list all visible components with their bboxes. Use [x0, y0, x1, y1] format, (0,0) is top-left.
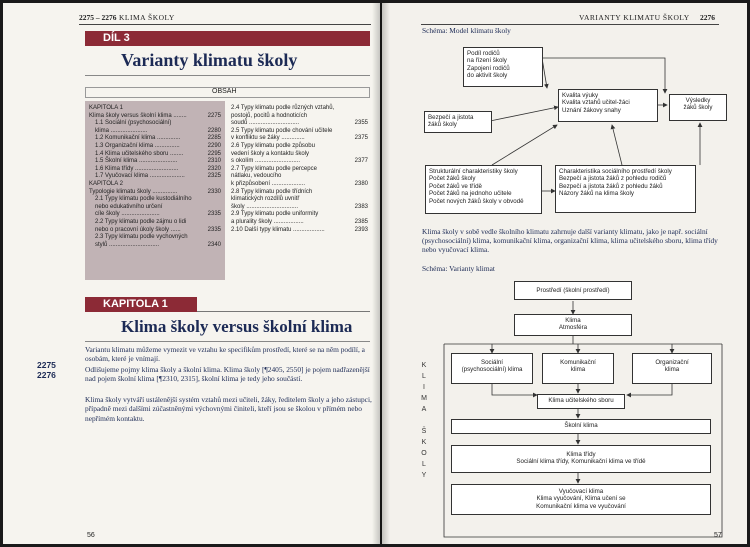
toc-entry	[231, 189, 368, 197]
chapter-title: Klima školy versus školní klima	[121, 317, 353, 336]
vertical-letter: Š	[421, 428, 427, 435]
arrow	[492, 125, 557, 165]
part-label-bar	[85, 31, 370, 46]
vertical-letter: L	[422, 461, 426, 468]
toc-entry-page: 2385	[354, 218, 368, 225]
paragraph: Odlišujeme pojmy klima školy a školní klima. Klima školy [¶2405, 2550] je pojem nadřazenější nad pojem školní klima [¶2310, 2315], školní klima je tedy jeho součástí.	[85, 365, 370, 384]
toc-entry-page: 2340	[207, 241, 221, 248]
vertical-letter: K	[421, 439, 427, 446]
toc-entry	[89, 135, 221, 143]
margin-number: 2276	[37, 370, 56, 380]
box-text: Komunikační klima	[560, 359, 596, 374]
toc-entry-text: klimatických rozdílů uvnitř	[231, 196, 300, 203]
box-organizational-climate	[632, 353, 712, 384]
margin-numbers	[37, 360, 56, 380]
running-head-title: KLIMA ŠKOLY	[119, 13, 175, 22]
running-head-title: VARIANTY KLIMATU ŠKOLY	[579, 13, 690, 22]
toc-entry-page: 2285	[207, 135, 221, 142]
chapter-label-bar	[85, 297, 197, 312]
toc-entry	[89, 128, 221, 136]
vertical-letter: I	[423, 384, 425, 391]
toc-entry	[231, 219, 368, 227]
toc-entry-text: 2.10 Další typy klimatu ...................	[231, 226, 325, 233]
toc-entry-text: 2.8 Typy klimatu podle třídních	[231, 188, 313, 195]
divider	[85, 75, 370, 76]
toc-column-2	[229, 101, 370, 280]
toc-entry-text: KAPITOLA 1	[89, 105, 123, 111]
book-gutter	[372, 3, 390, 544]
toc-entry-text: postojů, pocitů a hodnoticích	[231, 112, 308, 119]
toc-entry	[231, 143, 368, 151]
vertical-letter: K	[421, 362, 427, 369]
box-social-env	[555, 165, 696, 213]
toc-entry	[231, 120, 368, 128]
toc-column-1	[85, 101, 225, 280]
toc-entry-text: 1.1 Sociální (psychosociální)	[95, 120, 172, 127]
toc-entry-text: v konfliktu se žáky ..............	[231, 135, 305, 142]
toc-entry-page: 2325	[207, 173, 221, 180]
toc-entry	[231, 181, 368, 189]
toc-entry-page: 2310	[207, 158, 221, 165]
box-text: Sociální (psychosociální) klima	[461, 359, 523, 374]
toc-entry-page: 2375	[354, 135, 368, 142]
toc-entry	[231, 158, 368, 166]
toc-entry-text: Klima školy versus školní klima ........	[89, 112, 187, 119]
toc-entry	[89, 166, 221, 174]
box-atmosphere	[514, 314, 632, 336]
toc-entry	[231, 105, 368, 113]
toc-entry	[89, 196, 221, 204]
box-text: Kvalita výuky Kvalita vztahů učitel-žáci Uznání žákovy snahy	[562, 92, 630, 114]
toc-entry-text: a plurality školy ..................	[231, 218, 304, 225]
toc-entry	[231, 196, 368, 204]
toc-entry-text: nebo o pracovní úkoly školy ......	[95, 226, 181, 233]
toc-entry	[89, 234, 221, 242]
box-environment	[514, 281, 632, 300]
toc-entry-text: 2.2 Typy klimatu podle zájmu o lidi	[95, 218, 187, 225]
box-text: Klima třídy Sociální klima třídy, Komunikační klima ve třídě	[516, 451, 646, 466]
toc-entry	[89, 181, 221, 189]
toc-entry	[231, 227, 368, 235]
toc-entry-text: 2.1 Typy klimatu podle kustodiálního	[95, 196, 192, 203]
toc-entry	[231, 166, 368, 174]
box-text: Podíl rodičů na řízení školy Zapojení rodičů do aktivit školy	[467, 50, 510, 80]
paragraph: Klima školy vytváří ustálenější systém vztahů mezi učiteli, žáky, ředitelem školy a jeho zástupci, případně mezi dalšími zúčastněnými výchovnými činiteli, kteří jsou se školou v přímém nebo nepřímém kontaktu.	[85, 395, 372, 423]
left-page	[3, 3, 380, 544]
vertical-letter: Y	[421, 472, 427, 479]
arrow	[627, 384, 672, 395]
toc-entry-page: 2275	[207, 112, 221, 119]
toc-entry-text: 2.3 Typy klimatu podle vychovných	[95, 234, 188, 241]
arrow	[612, 125, 622, 165]
toc-entry	[89, 242, 221, 250]
toc-entry-text: 1.4 Klima učitelského sboru ........	[95, 150, 184, 157]
box-text: Bezpečí a jistota žáků školy	[428, 114, 474, 129]
box-results	[669, 94, 727, 121]
toc-entry-text: Typologie klimatu školy ...............	[89, 188, 178, 195]
toc-entry-text: 1.3 Organizační klima ...............	[95, 142, 180, 149]
scheme-label: Schéma: Varianty klimat	[422, 264, 495, 273]
toc-entry	[89, 143, 221, 151]
toc-entry-page: 2320	[207, 165, 221, 172]
vertical-label-klima-skoly	[418, 360, 430, 481]
box-text: Klima Atmosféra	[558, 317, 588, 332]
arrow	[490, 107, 558, 121]
arrow	[542, 58, 665, 93]
toc-entry-page: 2355	[354, 120, 368, 127]
scheme-label: Schéma: Model klimatu školy	[422, 26, 511, 35]
toc-entry-text: s okolím ...........................	[231, 158, 301, 165]
box-social-climate	[451, 353, 533, 384]
toc-entry	[89, 189, 221, 197]
toc-entry-page: 2335	[207, 211, 221, 218]
toc-entry-page: 2377	[354, 158, 368, 165]
toc-heading: OBSAH	[212, 88, 237, 95]
toc-entry-text: klima ......................	[95, 127, 148, 134]
chapter-label: KAPITOLA 1	[103, 298, 168, 310]
box-parents	[463, 47, 543, 87]
toc-entry-text: nátlaku, vedoucího	[231, 173, 282, 180]
part-label: DÍL 3	[103, 32, 130, 44]
toc-entry-text: stylů ..............................	[95, 241, 160, 248]
box-safety	[424, 111, 492, 133]
paragraph: Variantu klimatu můžeme vymezit ve vztahu ke specifikům prostředí, které se na něm podílí, a osobám, které je vnímají.	[85, 345, 365, 364]
arrow	[492, 384, 537, 395]
toc-entry-text: cíle školy .......................	[95, 211, 160, 218]
box-teaching-climate	[451, 484, 711, 515]
toc-entry	[231, 128, 368, 136]
toc-entry	[89, 113, 221, 121]
toc-entry	[231, 204, 368, 212]
toc-entry	[231, 173, 368, 181]
divider	[85, 341, 370, 342]
vertical-letter: M	[421, 395, 427, 402]
box-text: Organizační klima	[655, 359, 689, 374]
toc-entry-text: 2.9 Typy klimatu podle uniformity	[231, 211, 319, 218]
toc-entry	[89, 105, 221, 113]
toc-entry-text: 1.2 Komunikační klima ..............	[95, 135, 181, 142]
box-staff-climate	[537, 394, 625, 409]
box-class-climate	[451, 445, 711, 473]
toc-entry	[89, 219, 221, 227]
toc-entry-text: 1.6 Klima třídy ..........................	[95, 165, 179, 172]
box-text: Školní klima	[564, 422, 598, 429]
toc-entry-text: 2.7 Typy klimatu podle percepce	[231, 165, 317, 172]
toc-entry-text: vedení školy a kontaktu školy	[231, 150, 310, 157]
paragraph: Klima školy v sobě vedle školního klimatu zahrnuje další varianty klimatu, jako je např. sociální (psychosociální) klima, komunikační klima, organizační klima, klima učitelského sboru, klima třídy nebo vyučovací klima.	[422, 227, 718, 255]
toc-entry-page: 2280	[207, 127, 221, 134]
toc-entry-page: 2335	[207, 226, 221, 233]
toc-entry-text: 1.7 Vyučovací klima .....................	[95, 173, 185, 180]
toc-entry-text: 2.4 Typy klimatu podle různých vztahů,	[231, 105, 335, 111]
toc-entry	[89, 211, 221, 219]
box-structural	[425, 165, 542, 214]
box-text: Výsledky žáků školy	[683, 97, 713, 112]
part-title: Varianty klimatu školy	[121, 50, 298, 70]
toc-entry-text: k přizpůsobení ....................	[231, 180, 306, 187]
toc-entry	[89, 204, 221, 212]
toc-entry-text: 1.5 Školní klima .......................	[95, 158, 178, 165]
toc-entry-page: 2393	[354, 226, 368, 233]
toc-entry	[231, 151, 368, 159]
vertical-letter: L	[422, 373, 426, 380]
table-of-contents	[85, 87, 370, 280]
page-number: 57	[714, 532, 722, 539]
toc-entry-page: 2295	[207, 150, 221, 157]
box-text: Charakteristika sociálního prostředí školy Bezpečí a jistota žáků z pohledu rodičů Bezpečí a jistota žáků z pohledu žáků Názory žáků na klima školy	[559, 168, 672, 198]
toc-heading-box	[85, 87, 370, 98]
vertical-letter: A	[421, 406, 427, 413]
box-communication-climate	[542, 353, 614, 384]
page-number: 56	[87, 532, 95, 539]
toc-entry	[231, 135, 368, 143]
toc-entry-text: školy ...............................	[231, 203, 299, 210]
vertical-letter: O	[421, 450, 427, 457]
toc-entry-text: 2.5 Typy klimatu podle chování učitele	[231, 127, 333, 134]
toc-entry-text: soudů ..............................	[231, 120, 300, 127]
toc-entry-page: 2383	[354, 203, 368, 210]
box-school-climate	[451, 419, 711, 434]
toc-entry-text: KAPITOLA 2	[89, 180, 123, 187]
toc-entry-page: 2380	[354, 180, 368, 187]
toc-entry-page: 2290	[207, 142, 221, 149]
toc-entry-page: 2330	[207, 188, 221, 195]
toc-entry	[89, 158, 221, 166]
toc-entry	[231, 211, 368, 219]
divider	[197, 311, 370, 312]
toc-entry	[89, 227, 221, 235]
box-text: Klima učitelského sboru	[548, 397, 614, 404]
running-head-pages: 2276	[700, 13, 715, 22]
vertical-letter	[418, 415, 430, 426]
box-text: Vyučovací klima Klima vyučování, Klima učení se Komunikační klima ve vyučování	[536, 488, 626, 510]
running-head-left	[79, 11, 371, 25]
box-text: Strukturální charakteristiky školy Počet žáků školy Počet žáků ve třídě Počet žáků na jednoho učitele Počet nových žáků školy v obvodě	[429, 168, 524, 205]
toc-entry	[89, 120, 221, 128]
toc-entry	[89, 173, 221, 181]
toc-entry-text: nebo edukativního určení	[95, 203, 163, 210]
box-quality	[558, 89, 658, 122]
margin-number: 2275	[37, 360, 56, 370]
right-page	[382, 3, 747, 544]
toc-entry-text: 2.6 Typy klimatu podle způsobu	[231, 142, 315, 149]
box-text: Prostředí (školní prostředí)	[536, 287, 610, 294]
running-head-pages: 2275 – 2276	[79, 13, 117, 22]
